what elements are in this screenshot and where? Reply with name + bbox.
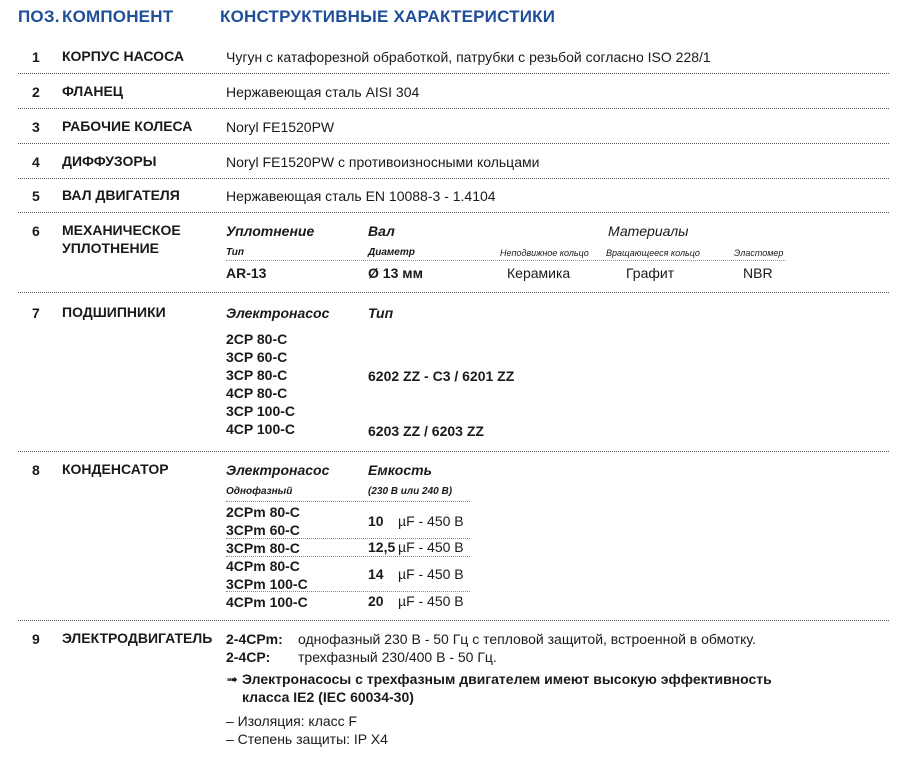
row-description: Нержавеющая сталь AISI 304 bbox=[226, 84, 420, 100]
capacitor-value-row bbox=[368, 566, 384, 582]
capacitor-subdivider bbox=[226, 501, 470, 502]
row-component: ДИФФУЗОРЫ bbox=[62, 153, 157, 169]
header-pos: ПОЗ. bbox=[18, 7, 60, 26]
capacitor-pump: 2CPm 80-C bbox=[226, 504, 300, 520]
seal-type: AR-13 bbox=[226, 265, 267, 281]
row-divider bbox=[18, 212, 889, 213]
seal-header-seal: Уплотнение bbox=[226, 223, 315, 239]
row-component: ВАЛ ДВИГАТЕЛЯ bbox=[62, 187, 180, 203]
row-divider bbox=[18, 73, 889, 74]
capacitor-value: 20 bbox=[368, 593, 384, 609]
capacitor-pump: 3CPm 80-C bbox=[226, 540, 300, 556]
bearings-pump: 2CP 80-C bbox=[226, 331, 288, 347]
capacitor-component: КОНДЕНСАТОР bbox=[62, 461, 169, 477]
motor-insulation: – Изоляция: класс F bbox=[226, 713, 358, 729]
row-component: ФЛАНЕЦ bbox=[62, 83, 124, 99]
bearings-pump: 3CP 100-C bbox=[226, 403, 296, 419]
row-num: 3 bbox=[32, 119, 40, 135]
bearings-header-pump: Электронасос bbox=[226, 305, 330, 321]
bearings-pump: 4CP 100-C bbox=[226, 421, 296, 437]
motor-text-three: трехфазный 230/400 В - 50 Гц. bbox=[298, 649, 497, 665]
capacitor-unit: µF - 450 В bbox=[398, 566, 464, 582]
bearings-component: ПОДШИПНИКИ bbox=[62, 304, 166, 320]
bearings-type-1: 6202 ZZ - C3 / 6201 ZZ bbox=[368, 368, 515, 384]
bearings-pump: 3CP 60-C bbox=[226, 349, 288, 365]
seal-header-type: Тип bbox=[226, 247, 244, 258]
capacitor-pump-list bbox=[226, 503, 308, 611]
seal-component-line2: УПЛОТНЕНИЕ bbox=[62, 240, 159, 256]
seal-header-materials: Материалы bbox=[608, 223, 689, 239]
row-description: Noryl FE1520PW с противоизносными кольцами bbox=[226, 154, 540, 170]
row-num: 4 bbox=[32, 154, 40, 170]
capacitor-value: 12,5 bbox=[368, 539, 396, 555]
capacitor-header-capacity: Емкость bbox=[368, 462, 432, 478]
motor-note-line1: Электронасосы с трехфазным двигателем имеют высокую эффективность bbox=[242, 671, 772, 687]
seal-subdivider bbox=[226, 260, 786, 261]
motor-component: ЭЛЕКТРОДВИГАТЕЛЬ bbox=[62, 630, 213, 646]
row-num: 1 bbox=[32, 49, 40, 65]
bearings-num: 7 bbox=[32, 305, 40, 321]
capacitor-value-row bbox=[368, 539, 395, 555]
motor-label-three: 2-4CP: bbox=[226, 649, 271, 665]
bearings-pump-list bbox=[226, 330, 295, 438]
header-component: КОМПОНЕНТ bbox=[62, 7, 174, 26]
capacitor-value-row bbox=[368, 513, 384, 529]
row-divider bbox=[18, 108, 889, 109]
seal-component-line1: МЕХАНИЧЕСКОЕ bbox=[62, 222, 181, 238]
motor-note-line2: класса IE2 (IEC 60034-30) bbox=[242, 689, 414, 705]
seal-num: 6 bbox=[32, 223, 40, 239]
bearings-pump: 3CP 80-C bbox=[226, 367, 288, 383]
header-characteristics: КОНСТРУКТИВНЫЕ ХАРАКТЕРИСТИКИ bbox=[220, 7, 556, 26]
row-num: 2 bbox=[32, 84, 40, 100]
seal-diameter: Ø 13 мм bbox=[368, 265, 423, 281]
seal-header-rotating: Вращающееся кольцо bbox=[606, 248, 700, 258]
row-divider bbox=[18, 292, 889, 293]
capacitor-pump: 3CPm 100-C bbox=[226, 576, 308, 592]
row-divider bbox=[18, 451, 889, 452]
capacitor-value: 14 bbox=[368, 566, 384, 582]
bearings-type-2: 6203 ZZ / 6203 ZZ bbox=[368, 423, 484, 439]
capacitor-header-pump: Электронасос bbox=[226, 462, 330, 478]
row-component: РАБОЧИЕ КОЛЕСА bbox=[62, 118, 193, 134]
seal-header-shaft: Вал bbox=[368, 223, 395, 239]
seal-stationary: Керамика bbox=[507, 265, 571, 281]
capacitor-value: 10 bbox=[368, 513, 384, 529]
seal-header-diameter: Диаметр bbox=[368, 247, 415, 258]
capacitor-unit: µF - 450 В bbox=[398, 513, 464, 529]
row-divider bbox=[18, 178, 889, 179]
capacitor-header-single: Однофазный bbox=[226, 486, 293, 497]
capacitor-unit: µF - 450 В bbox=[398, 539, 464, 555]
capacitor-header-voltage: (230 В или 240 В) bbox=[368, 486, 453, 497]
motor-text-single: однофазный 230 В - 50 Гц с тепловой защитой, встроенной в обмотку. bbox=[298, 631, 756, 647]
arrow-icon: ➟ bbox=[226, 671, 238, 687]
seal-header-elastomer: Эластомер bbox=[734, 248, 784, 258]
bearings-header-type: Тип bbox=[368, 305, 394, 321]
capacitor-pump: 4CPm 80-C bbox=[226, 558, 300, 574]
bearings-pump: 4CP 80-C bbox=[226, 385, 288, 401]
capacitor-pump: 4CPm 100-C bbox=[226, 594, 308, 610]
motor-num: 9 bbox=[32, 631, 40, 647]
seal-rotating: Графит bbox=[626, 265, 675, 281]
row-divider bbox=[18, 620, 889, 621]
capacitor-pump: 3CPm 60-C bbox=[226, 522, 300, 538]
capacitor-value-row bbox=[368, 593, 384, 609]
row-divider bbox=[18, 143, 889, 144]
capacitor-unit: µF - 450 В bbox=[398, 593, 464, 609]
row-description: Noryl FE1520PW bbox=[226, 119, 335, 135]
motor-label-single: 2-4CPm: bbox=[226, 631, 283, 647]
row-description: Чугун с катафорезной обработкой, патрубки с резьбой согласно ISO 228/1 bbox=[226, 49, 711, 65]
row-component: КОРПУС НАСОСА bbox=[62, 48, 184, 64]
capacitor-subdivider bbox=[226, 556, 470, 557]
row-num: 5 bbox=[32, 188, 40, 204]
seal-elastomer: NBR bbox=[743, 265, 773, 281]
capacitor-subdivider bbox=[226, 591, 470, 592]
row-description: Нержавеющая сталь EN 10088-3 - 1.4104 bbox=[226, 188, 496, 204]
seal-header-stationary: Неподвижное кольцо bbox=[500, 248, 589, 258]
motor-protection: – Степень защиты: IP X4 bbox=[226, 731, 388, 747]
capacitor-num: 8 bbox=[32, 462, 40, 478]
